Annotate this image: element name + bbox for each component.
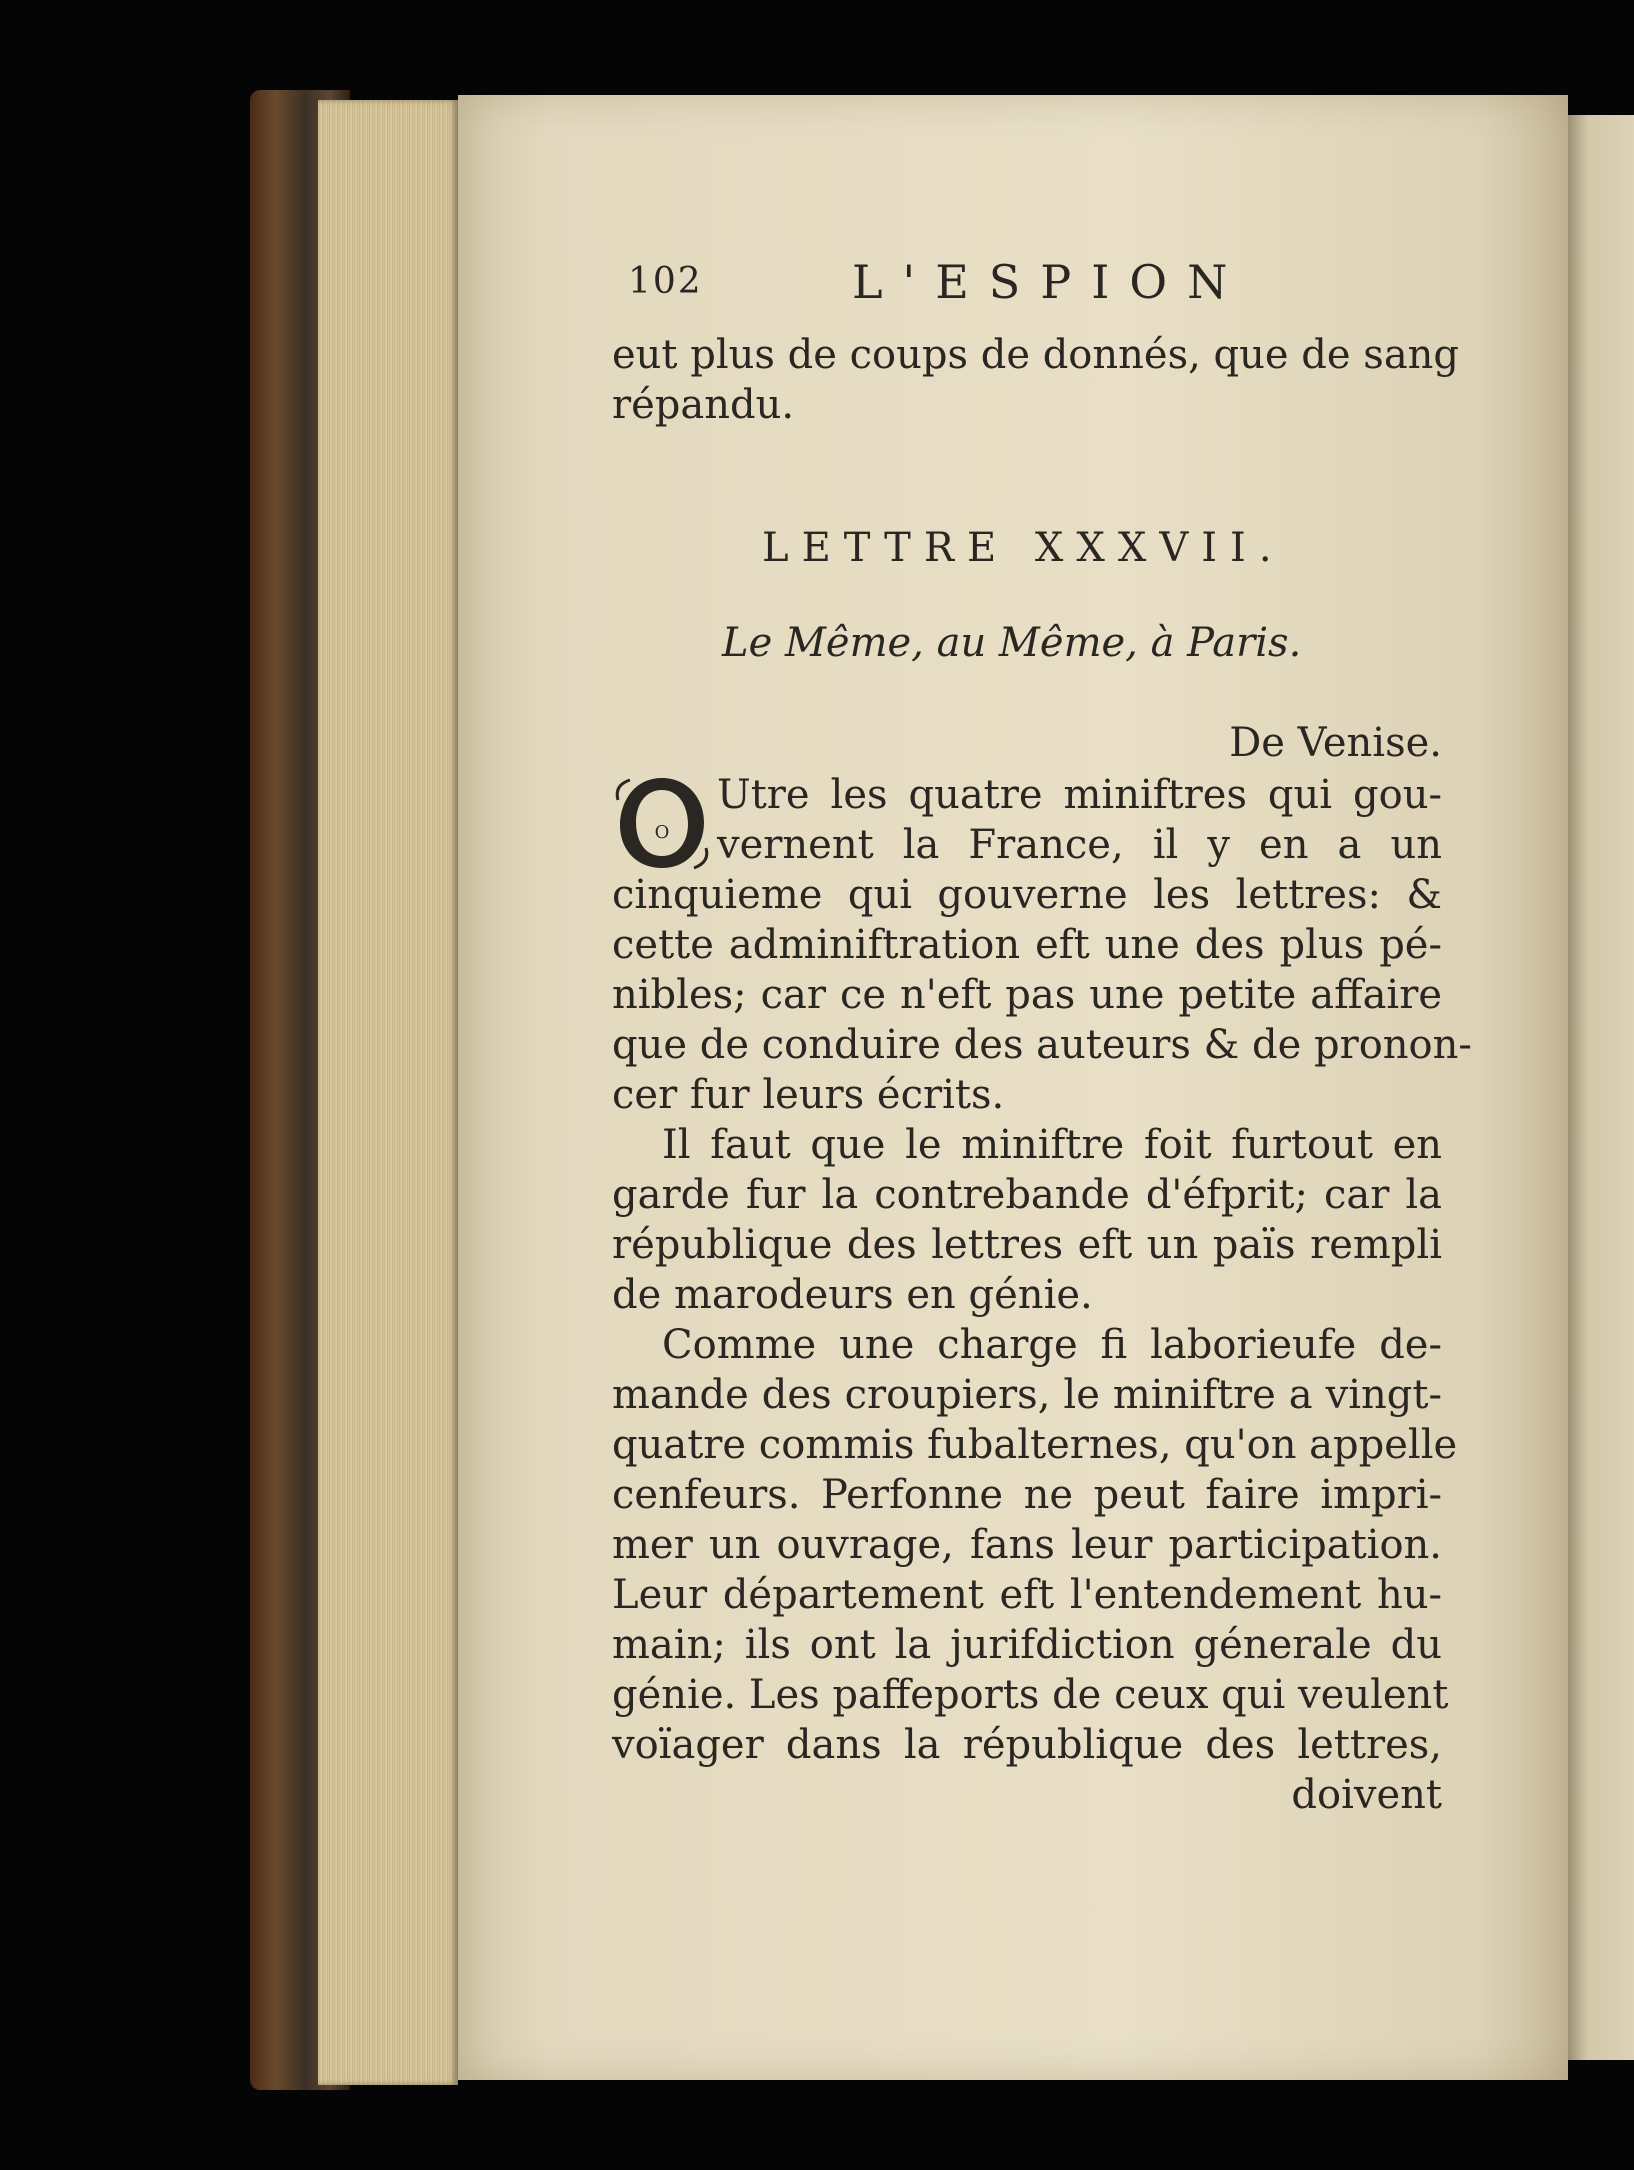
paragraph-line: cer fur leurs écrits. [612,1072,1005,1118]
continuation-line: répandu. [612,382,795,428]
paragraph-line: voïager dans la république des lettres, [612,1722,1442,1768]
letter-dateline: De Venise. [1229,720,1442,766]
page-edges [318,100,458,2085]
paragraph-line: cenfeurs. Perfonne ne peut faire impri- [612,1472,1442,1518]
paragraph-line: que de conduire des auteurs & de pronon- [612,1022,1472,1068]
continuation-line: eut plus de coups de donnés, que de sang [612,332,1460,378]
drop-cap-letter: O [654,822,670,843]
paragraph-line: Il faut que le miniftre foit furtout en [662,1122,1442,1168]
running-title: L'ESPION [852,255,1248,309]
paragraph-line: garde fur la contrebande d'éfprit; car la [612,1172,1442,1218]
page-header [612,255,1442,315]
letter-addressee: Le Même, au Même, à Paris. [722,620,1302,666]
paragraph-line: Utre les quatre miniftres qui gou- [717,772,1442,818]
page-number: 102 [628,261,703,302]
paragraph-line: cinquieme qui gouverne les lettres: & [612,872,1442,918]
paragraph-line: nibles; car ce n'eft pas une petite affaire [612,972,1442,1018]
paragraph-line: Leur département eft l'entendement hu- [612,1572,1442,1618]
paragraph-line: Comme une charge fi laborieufe de- [662,1322,1442,1368]
paragraph-line: quatre commis fubalternes, qu'on appelle [612,1422,1458,1468]
drop-cap-o [612,770,712,875]
paragraph-line: main; ils ont la jurifdiction génerale du [612,1622,1442,1668]
paragraph-line: génie. Les paffeports de ceux qui veulent [612,1672,1449,1718]
paragraph-line: république des lettres eft un païs rempli [612,1222,1442,1268]
letter-title: LETTRE XXXVII. [762,525,1285,571]
paragraph-line: mer un ouvrage, fans leur participation. [612,1522,1442,1568]
facing-page-edge [1568,115,1634,2060]
paragraph-line: de marodeurs en génie. [612,1272,1093,1318]
catchword: doivent [1291,1772,1442,1818]
paragraph-line: cette adminiftration eft une des plus pé- [612,922,1442,968]
paragraph-line: mande des croupiers, le miniftre a vingt- [612,1372,1442,1418]
paragraph-line: vernent la France, il y en a un [717,822,1442,868]
